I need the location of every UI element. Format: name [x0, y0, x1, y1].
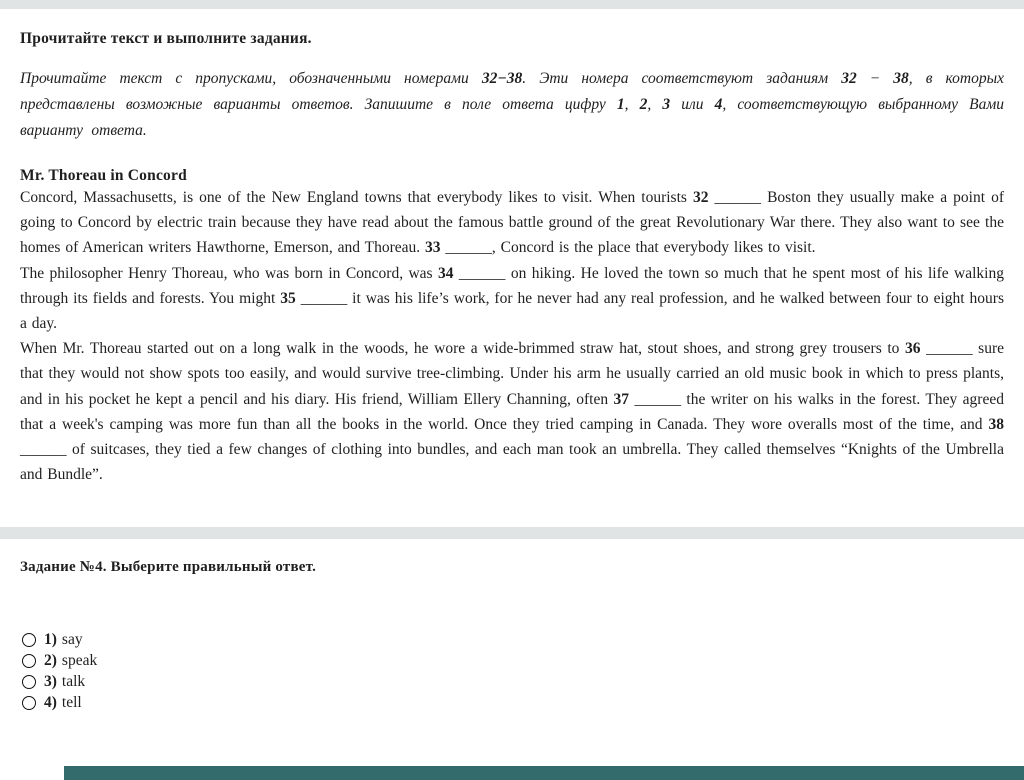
answer-option-1[interactable] — [20, 629, 1004, 650]
passage-text — [20, 185, 1004, 487]
option-label: speak — [61, 651, 98, 669]
top-divider-bar — [0, 0, 1024, 9]
answer-option-4[interactable] — [20, 692, 1004, 713]
passage-title: Mr. Thoreau in Concord — [20, 167, 187, 184]
radio-button-icon[interactable] — [22, 675, 36, 689]
option-label: tell — [61, 693, 82, 711]
option-number: 4) — [44, 693, 57, 711]
answer-option-3[interactable] — [20, 671, 1004, 692]
passage-paragraph-3: When Mr. Thoreau started out on a long walk in the woods, he wore a wide-brimmed straw hat, stout shoes, and strong grey trousers to 36 ______ sure that they would not show spots too easily, and would survive tree-climbing. Under his arm he usually carried an old music book in which to press plants, and in his pocket he kept a pencil and his diary. His friend, William Ellery Channing, often 37 ______ the writer on his walks in the forest. They agreed that a week's camping was more fun than all the books in the world. Once they tried camping in Canada. They wore overalls most of the time, and 38 ______ of suitcases, they tied a few changes of clothing into bundles, and each man took an umbrella. They called themselves “Knights of the Umbrella and Bundle”. — [20, 340, 1004, 484]
radio-button-icon[interactable] — [22, 696, 36, 710]
task-description-paragraph: Прочитайте текст с пропусками, обозначенными номерами 32−38. Эти номера соответствуют заданиям 32 − 38, в которых представлены возможные варианты ответов. Запишите в поле ответа цифру 1, 2, 3 или 4, соответствующую выбранному Вами варианту ответа. — [20, 70, 1005, 139]
bottom-window-edge-bar — [64, 766, 1024, 780]
option-number: 2) — [44, 651, 57, 669]
radio-button-icon[interactable] — [22, 654, 36, 668]
section-instruction-title: Прочитайте текст и выполните задания. — [20, 30, 312, 47]
option-label: talk — [61, 672, 86, 690]
passage-paragraph-1: Concord, Massachusetts, is one of the New England towns that everybody likes to visit. When tourists 32 ______ Boston they usually make a point of going to Concord by electric train because they have read about the famous battle ground of the great Revolutionary War there. They also want to see the homes of American writers Hawthorne, Emerson, and Thoreau. 33 ______, Concord is the place that everybody likes to visit. — [20, 189, 1004, 257]
option-number: 3) — [44, 672, 57, 690]
reading-section — [0, 30, 1024, 487]
question-title: Задание №4. Выберите правильный ответ. — [20, 559, 317, 576]
option-number: 1) — [44, 630, 57, 648]
passage-paragraph-2: The philosopher Henry Thoreau, who was born in Concord, was 34 ______ on hiking. He loved the town so much that he spent most of his life walking through its fields and forests. You might 35 ______ it was his life’s work, for he never had any real profession, and he walked between four to eight hours a day. — [20, 264, 1004, 333]
answer-options — [20, 629, 1004, 713]
radio-button-icon[interactable] — [22, 633, 36, 647]
answer-option-2[interactable] — [20, 650, 1004, 671]
option-label: say — [61, 630, 83, 648]
question-section — [0, 559, 1024, 713]
section-divider-bar — [0, 527, 1024, 539]
